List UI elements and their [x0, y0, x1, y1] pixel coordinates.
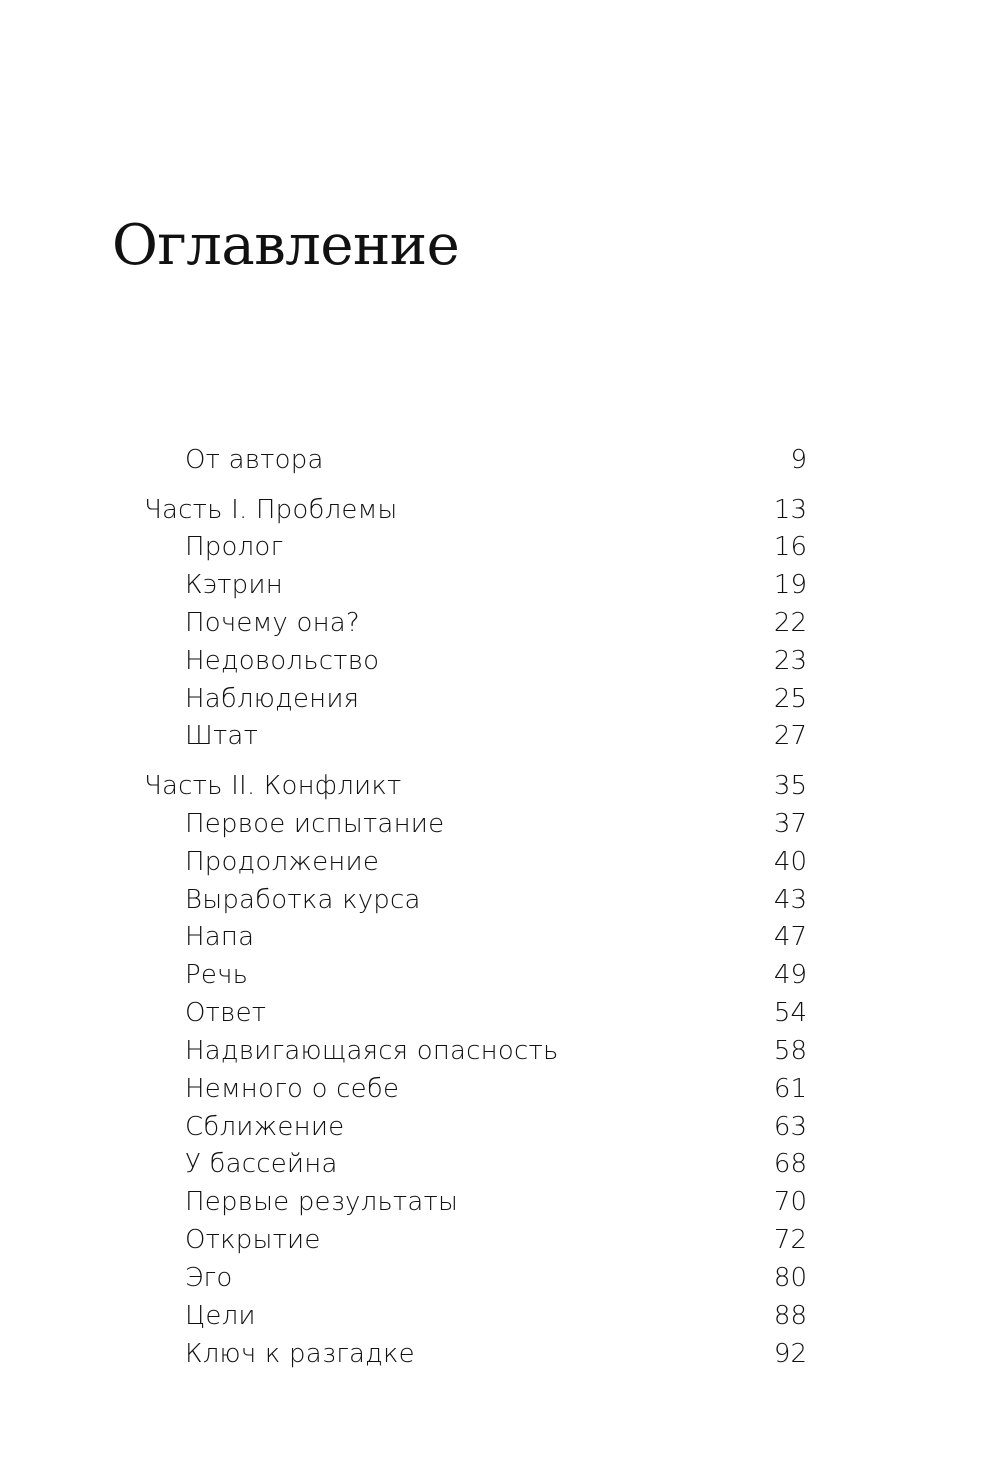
toc-entry-page: 9 — [790, 445, 807, 475]
toc-entry[interactable] — [0, 604, 1000, 642]
toc-entry[interactable] — [0, 680, 1000, 718]
toc-entry[interactable] — [0, 1259, 1000, 1297]
toc-entry-title: Надвигающаяся опасность — [185, 1036, 559, 1066]
toc-entry[interactable] — [0, 767, 1000, 805]
toc-entry-title: Часть II. Конфликт — [144, 771, 402, 801]
toc-entry-page: 58 — [773, 1036, 807, 1066]
toc-entry-title: Недовольство — [185, 646, 380, 676]
toc-entry[interactable] — [0, 1335, 1000, 1373]
toc-entry-page: 49 — [773, 960, 807, 990]
toc-entry[interactable] — [0, 1183, 1000, 1221]
toc-entry-title: Ключ к разгадке — [185, 1339, 415, 1369]
toc-entry-title: Первое испытание — [185, 809, 445, 839]
page-title: Оглавление — [112, 213, 460, 278]
toc-entry-page: 27 — [773, 721, 807, 751]
toc-entry[interactable] — [0, 491, 1000, 529]
toc-entry-title: У бассейна — [185, 1149, 338, 1179]
toc-entry-title: Напа — [185, 922, 255, 952]
toc-entry-page: 72 — [773, 1225, 807, 1255]
toc-entry-title: Кэтрин — [185, 570, 283, 600]
toc-entry[interactable] — [0, 918, 1000, 956]
toc-entry[interactable] — [0, 881, 1000, 919]
toc-entry-title: Сближение — [185, 1112, 345, 1142]
toc-entry[interactable] — [0, 528, 1000, 566]
toc-entry[interactable] — [0, 566, 1000, 604]
toc-entry-title: Цели — [185, 1301, 256, 1331]
toc-entry-page: 80 — [773, 1263, 807, 1293]
toc-entry-page: 23 — [773, 646, 807, 676]
toc-entry-page: 63 — [773, 1112, 807, 1142]
toc-entry-title: Выработка курса — [185, 885, 421, 915]
toc-entry[interactable] — [0, 1297, 1000, 1335]
toc-entry-title: Эго — [185, 1263, 233, 1293]
toc-entry[interactable] — [0, 642, 1000, 680]
toc-entry[interactable] — [0, 1032, 1000, 1070]
toc-entry-page: 47 — [773, 922, 807, 952]
toc-entry-page: 35 — [773, 771, 807, 801]
toc-entry-page: 61 — [773, 1074, 807, 1104]
toc-entry[interactable] — [0, 956, 1000, 994]
toc-entry[interactable] — [0, 805, 1000, 843]
toc-entry-title: Открытие — [185, 1225, 321, 1255]
toc-entry-page: 92 — [773, 1339, 807, 1369]
toc-entry-page: 19 — [773, 570, 807, 600]
toc-entry-title: Почему она? — [185, 608, 360, 638]
toc-entry-page: 37 — [773, 809, 807, 839]
toc-entry[interactable] — [0, 994, 1000, 1032]
toc-entry[interactable] — [0, 1108, 1000, 1146]
toc-entry-page: 40 — [773, 847, 807, 877]
toc-entry-page: 88 — [773, 1301, 807, 1331]
toc-entry[interactable] — [0, 843, 1000, 881]
toc-entry-page: 13 — [773, 495, 807, 525]
toc-entry[interactable] — [0, 1070, 1000, 1108]
toc-entry[interactable] — [0, 717, 1000, 755]
toc-entry[interactable] — [0, 441, 1000, 479]
toc-entry-title: От автора — [185, 445, 324, 475]
toc-entry-page: 54 — [773, 998, 807, 1028]
toc-entry[interactable] — [0, 1145, 1000, 1183]
toc-entry-page: 68 — [773, 1149, 807, 1179]
toc-entry-title: Пролог — [185, 532, 284, 562]
toc-entry-title: Часть I. Проблемы — [144, 495, 398, 525]
toc-entry-title: Наблюдения — [185, 684, 360, 714]
toc-entry-page: 43 — [773, 885, 807, 915]
toc-entry-page: 22 — [773, 608, 807, 638]
toc-entry-title: Ответ — [185, 998, 267, 1028]
toc-entry[interactable] — [0, 1221, 1000, 1259]
toc-entry-title: Немного о себе — [185, 1074, 400, 1104]
toc-entry-title: Речь — [185, 960, 249, 990]
toc-entry-page: 16 — [773, 532, 807, 562]
toc-entry-title: Продолжение — [185, 847, 380, 877]
toc-entry-page: 25 — [773, 684, 807, 714]
toc-entry-page: 70 — [773, 1187, 807, 1217]
toc-entry-title: Первые результаты — [185, 1187, 459, 1217]
toc-entry-title: Штат — [185, 721, 259, 751]
